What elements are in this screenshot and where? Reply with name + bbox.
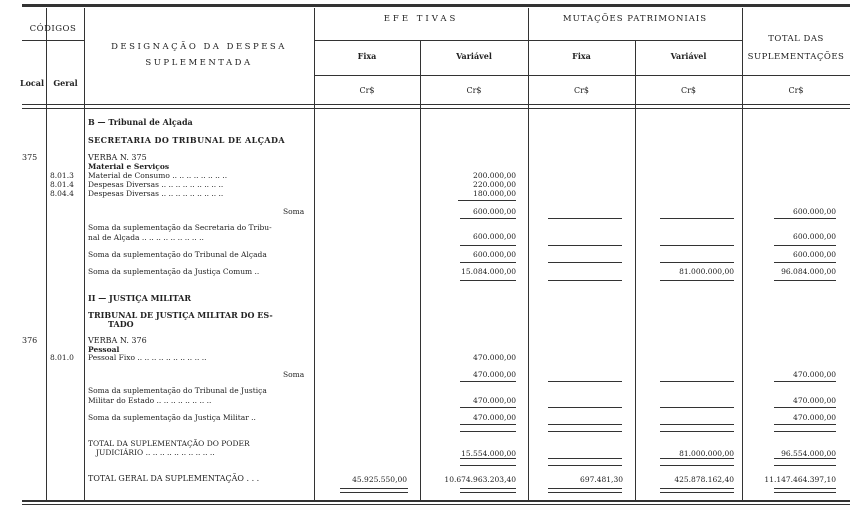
total-poder-line2: JUDICIÁRIO .. .. .. .. .. .. .. .. .. .. — [96, 448, 215, 457]
item-variavel: 180.000,00 — [473, 189, 516, 198]
sum-underline — [774, 381, 836, 382]
verba-376-sub: Pessoal — [88, 345, 120, 354]
sum-underline — [460, 465, 516, 466]
efetivas-rule — [314, 40, 742, 41]
sum-underline — [660, 407, 734, 408]
soma-label: Soma — [283, 370, 305, 379]
sum-underline — [660, 465, 734, 466]
soma-justica-variavel: 15.084.000,00 — [461, 267, 516, 276]
header-designacao-2: SUPLEMENTADA — [145, 58, 253, 68]
soma-variavel: 600.000,00 — [473, 207, 516, 216]
total-geral-fixa: 45.925.550,00 — [352, 475, 407, 484]
soma-total: 470.000,00 — [793, 370, 836, 379]
sum-underline — [774, 280, 836, 281]
total-geral-mut-variavel: 425.878.162,40 — [674, 475, 734, 484]
item-variavel: 200.000,00 — [473, 171, 516, 180]
soma-trib-militar-variavel: 470.000,00 — [473, 396, 516, 405]
sum-underline — [660, 492, 734, 493]
geral-code: 8.01.4 — [50, 180, 74, 189]
sum-underline — [660, 458, 734, 459]
sum-underline — [548, 492, 622, 493]
soma-trib-militar-total: 470.000,00 — [793, 396, 836, 405]
section-ii-subtitle-2: TADO — [108, 319, 134, 329]
soma-justica-mut-variavel: 81.000.000,00 — [679, 267, 734, 276]
sum-underline — [774, 262, 836, 263]
sum-underline — [548, 218, 622, 219]
soma-just-militar-variavel: 470.000,00 — [473, 413, 516, 422]
total-poder-line1: TOTAL DA SUPLEMENTAÇÃO DO PODER — [88, 439, 250, 448]
item-variavel: 220.000,00 — [473, 180, 516, 189]
header-local: Local — [19, 78, 45, 88]
geral-code: 8.04.4 — [50, 189, 74, 198]
sum-underline — [774, 407, 836, 408]
geral-code: 8.01.3 — [50, 171, 74, 180]
sum-underline — [460, 218, 516, 219]
sum-underline — [460, 280, 516, 281]
soma-sec-total: 600.000,00 — [793, 232, 836, 241]
currency-efv-fixa: Cr$ — [359, 86, 375, 95]
soma-sec-line2: nal de Alçada .. .. .. .. .. .. .. .. .. — [88, 233, 204, 242]
soma-just-militar-total: 470.000,00 — [793, 413, 836, 422]
section-ii-title: II — JUSTIÇA MILITAR — [88, 293, 191, 303]
sum-underline — [340, 488, 408, 489]
sum-underline — [548, 262, 622, 263]
header-efetivas: EFE TIVAS — [383, 14, 459, 24]
header-codigos: CÓDIGOS — [29, 24, 77, 34]
col-rule-mut — [528, 8, 529, 500]
verba-375-sub: Material e Serviços — [88, 162, 170, 171]
bottom-rule-1 — [22, 500, 850, 502]
currency-total: Cr$ — [788, 86, 804, 95]
sum-underline — [774, 218, 836, 219]
codigos-rule — [22, 40, 84, 41]
currency-efv-variavel: Cr$ — [466, 86, 482, 95]
currency-mut-variavel: Cr$ — [680, 86, 697, 95]
soma-trib-total: 600.000,00 — [793, 250, 836, 259]
sum-underline — [460, 245, 516, 246]
sum-underline — [460, 458, 516, 459]
total-poder-variavel: 15.554.000,00 — [461, 449, 516, 458]
soma-justica-label: Soma da suplementação da Justiça Comum .. — [88, 267, 260, 276]
sum-rule — [458, 200, 516, 201]
soma-sec-line1: Soma da suplementação da Secretaria do Tribu- — [88, 223, 272, 232]
sum-underline — [548, 488, 622, 489]
header-total-2: SUPLEMENTAÇÕES — [747, 52, 845, 62]
soma-variavel: 470.000,00 — [473, 370, 516, 379]
sum-underline — [660, 488, 734, 489]
soma-sec-variavel: 600.000,00 — [473, 232, 516, 241]
soma-total: 600.000,00 — [793, 207, 836, 216]
total-geral-variavel: 10.674.963.203,40 — [444, 475, 516, 484]
item-label: Pessoal Fixo .. .. .. .. .. .. .. .. .. .. — [88, 353, 207, 362]
section-b-subtitle: SECRETARIA DO TRIBUNAL DE ALÇADA — [88, 135, 285, 145]
soma-trib-militar-line1: Soma da suplementação do Tribunal de Justiça — [88, 386, 267, 395]
sum-underline — [774, 492, 836, 493]
sum-underline — [548, 381, 622, 382]
soma-trib-label: Soma da suplementação do Tribunal de Alçada — [88, 250, 267, 259]
currency-mut-fixa: Cr$ — [573, 86, 590, 95]
verba-375: VERBA N. 375 — [88, 153, 147, 162]
total-geral-total: 11.147.464.397,10 — [764, 475, 836, 484]
header-efv-fixa: Fixa — [357, 51, 377, 61]
sum-underline — [660, 424, 734, 425]
sum-underline — [660, 431, 734, 432]
sum-underline — [548, 431, 622, 432]
bottom-rule-2 — [22, 504, 850, 505]
total-poder-total: 96.554.000,00 — [781, 449, 836, 458]
local-376: 376 — [22, 336, 38, 345]
sum-underline — [548, 458, 622, 459]
sum-underline — [774, 424, 836, 425]
local-375: 375 — [22, 153, 38, 162]
header-bottom-rule-1 — [22, 104, 850, 105]
sum-underline — [548, 245, 622, 246]
sum-underline — [774, 431, 836, 432]
total-geral-mut-fixa: 697.481,30 — [580, 475, 623, 484]
sum-underline — [774, 458, 836, 459]
sum-underline — [660, 262, 734, 263]
section-b-title: B — Tribunal de Alçada — [88, 117, 193, 127]
sum-underline — [774, 488, 836, 489]
sum-underline — [460, 431, 516, 432]
sum-underline — [660, 381, 734, 382]
item-variavel: 470.000,00 — [473, 353, 516, 362]
sum-underline — [460, 488, 516, 489]
sum-underline — [460, 424, 516, 425]
sum-underline — [660, 280, 734, 281]
cr-rule — [314, 75, 850, 76]
sum-underline — [460, 407, 516, 408]
soma-label: Soma — [283, 207, 305, 216]
header-geral: Geral — [53, 78, 78, 88]
header-mut-variavel: Variável — [670, 51, 707, 61]
soma-trib-variavel: 600.000,00 — [473, 250, 516, 259]
sum-underline — [774, 245, 836, 246]
sum-underline — [460, 381, 516, 382]
header-bottom-rule-2 — [22, 108, 850, 109]
soma-justica-total: 96.084.000,00 — [781, 267, 836, 276]
sum-underline — [548, 465, 622, 466]
total-geral-label: TOTAL GERAL DA SUPLEMENTAÇÃO . . . — [88, 474, 260, 483]
header-designacao-1: DESIGNAÇÃO DA DESPESA — [111, 42, 287, 52]
top-rule — [22, 4, 850, 7]
header-mutacoes: MUTAÇÕES PATRIMONIAIS — [562, 14, 708, 24]
sum-underline — [774, 465, 836, 466]
header-efv-variavel: Variável — [456, 51, 492, 61]
item-label: Despesas Diversas .. .. .. .. .. .. .. .. .. — [88, 180, 224, 189]
sum-underline — [340, 492, 408, 493]
sum-underline — [548, 424, 622, 425]
sum-underline — [660, 218, 734, 219]
sum-underline — [460, 492, 516, 493]
soma-just-militar-label: Soma da suplementação da Justiça Militar .. — [88, 413, 256, 422]
section-ii-subtitle-1: TRIBUNAL DE JUSTIÇA MILITAR DO ES- — [88, 310, 273, 320]
sum-underline — [548, 407, 622, 408]
geral-code: 8.01.0 — [50, 353, 74, 362]
header-total-1: TOTAL DAS — [768, 34, 824, 44]
soma-trib-militar-line2: Militar do Estado .. .. .. .. .. .. .. .. — [88, 396, 212, 405]
item-label: Material de Consumo .. .. .. .. .. .. .. .. — [88, 171, 228, 180]
col-rule-desig — [314, 8, 315, 500]
header-mut-fixa: Fixa — [572, 51, 591, 61]
sum-underline — [460, 262, 516, 263]
total-poder-mut-variavel: 81.000.000,00 — [679, 449, 734, 458]
item-label: Despesas Diversas .. .. .. .. .. .. .. .. .. — [88, 189, 224, 198]
col-rule-geral — [84, 8, 85, 500]
sum-underline — [660, 245, 734, 246]
sum-underline — [548, 280, 622, 281]
verba-376: VERBA N. 376 — [88, 336, 147, 345]
